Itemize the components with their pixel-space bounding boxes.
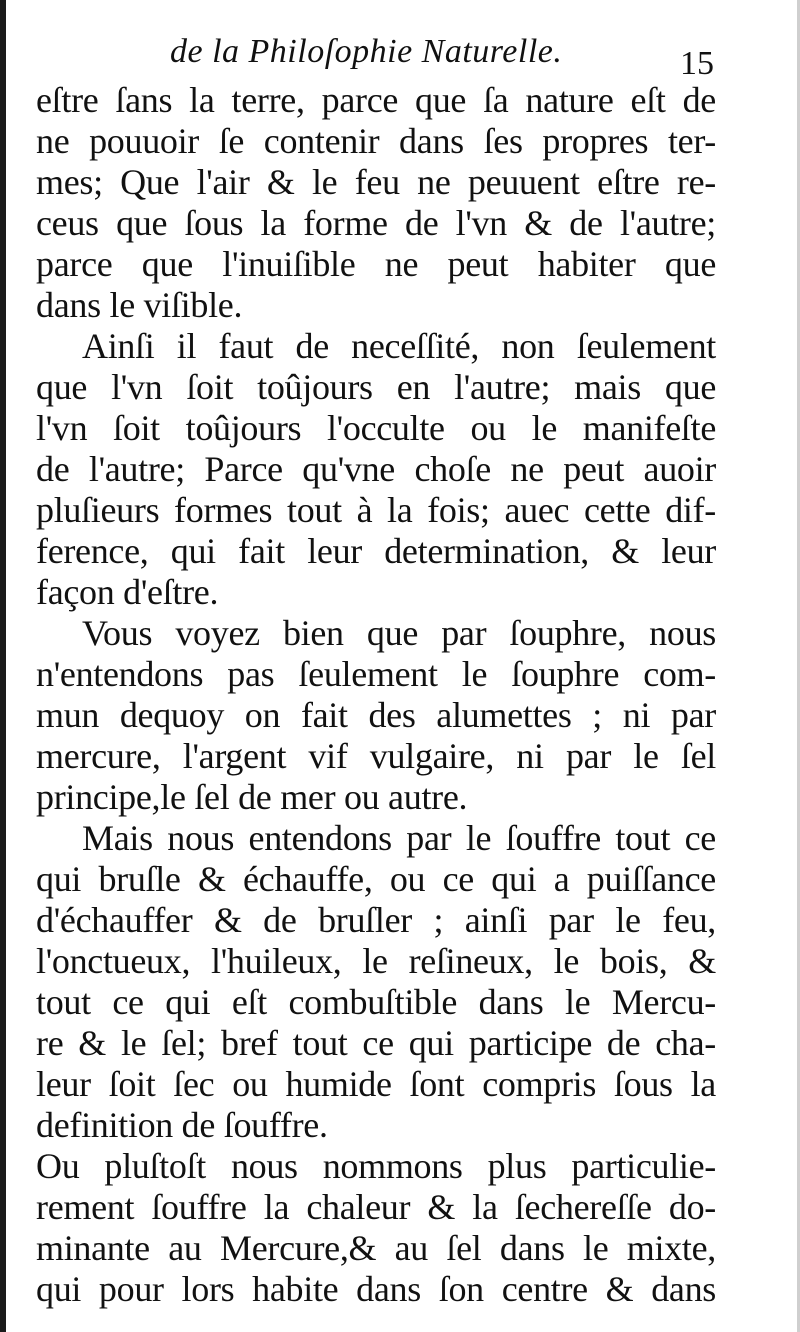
text-line: l'vn ſoit toûjours l'occulte ou le manifeſte [36,408,716,448]
text-line: dans le viſible. [36,285,243,325]
text-line: de l'autre; Parce qu'vne choſe ne peut auoir [36,449,716,489]
text-line: Mais nous entendons par le ſouffre tout ce [82,818,716,858]
text-line: pluſieurs formes tout à la fois; auec cette dif- [36,490,716,530]
text-line: re & le ſel; bref tout ce qui participe de cha- [36,1023,716,1063]
text-line: definition de ſouffre. [36,1105,328,1145]
text-line: mes; Que l'air & le feu ne peuuent eſtre re- [36,162,716,202]
running-title: de la Philoſophie Naturelle. [170,33,563,70]
text-line: Ou pluſtoſt nous nommons plus particulie- [36,1146,716,1186]
text-line: ceus que ſous la forme de l'vn & de l'autre; [36,203,716,243]
text-line: parce que l'inuiſible ne peut habiter que [36,244,716,284]
text-line: principe,le ſel de mer ou autre. [36,777,468,817]
page-number: 15 [680,45,714,82]
text-line: mercure, l'argent vif vulgaire, ni par le ſel [36,736,716,776]
text-line: eſtre ſans la terre, parce que ſa nature eſt de [36,80,716,120]
text-line: qui bruſle & échauffe, ou ce qui a puiſſance [36,859,716,899]
text-line: minante au Mercure,& au ſel dans le mixte, [36,1228,716,1268]
text-line: que l'vn ſoit toûjours en l'autre; mais que [36,367,716,407]
text-line: leur ſoit ſec ou humide ſont compris ſous la [36,1064,716,1104]
text-line: Vous voyez bien que par ſouphre, nous [82,613,716,653]
text-line: qui pour lors habite dans ſon centre & dans [36,1269,716,1309]
text-line: rement ſouffre la chaleur & la ſechereſſe do- [36,1187,716,1227]
text-line: tout ce qui eſt combuſtible dans le Mercu- [36,982,716,1022]
text-line: façon d'eſtre. [36,572,219,612]
page-edge-shadow [0,0,6,1332]
text-line: ference, qui fait leur determination, & leur [36,531,716,571]
text-line: d'échauffer & de bruſler ; ainſi par le feu, [36,900,716,940]
text-line: Ainſi il faut de neceſſité, non ſeulement [82,326,716,366]
text-line: l'onctueux, l'huileux, le reſineux, le bois, & [36,941,716,981]
text-line: mun dequoy on fait des alumettes ; ni par [36,695,716,735]
text-line: ne pouuoir ſe contenir dans ſes propres ter- [36,121,716,161]
text-line: n'entendons pas ſeulement le ſouphre com- [36,654,716,694]
